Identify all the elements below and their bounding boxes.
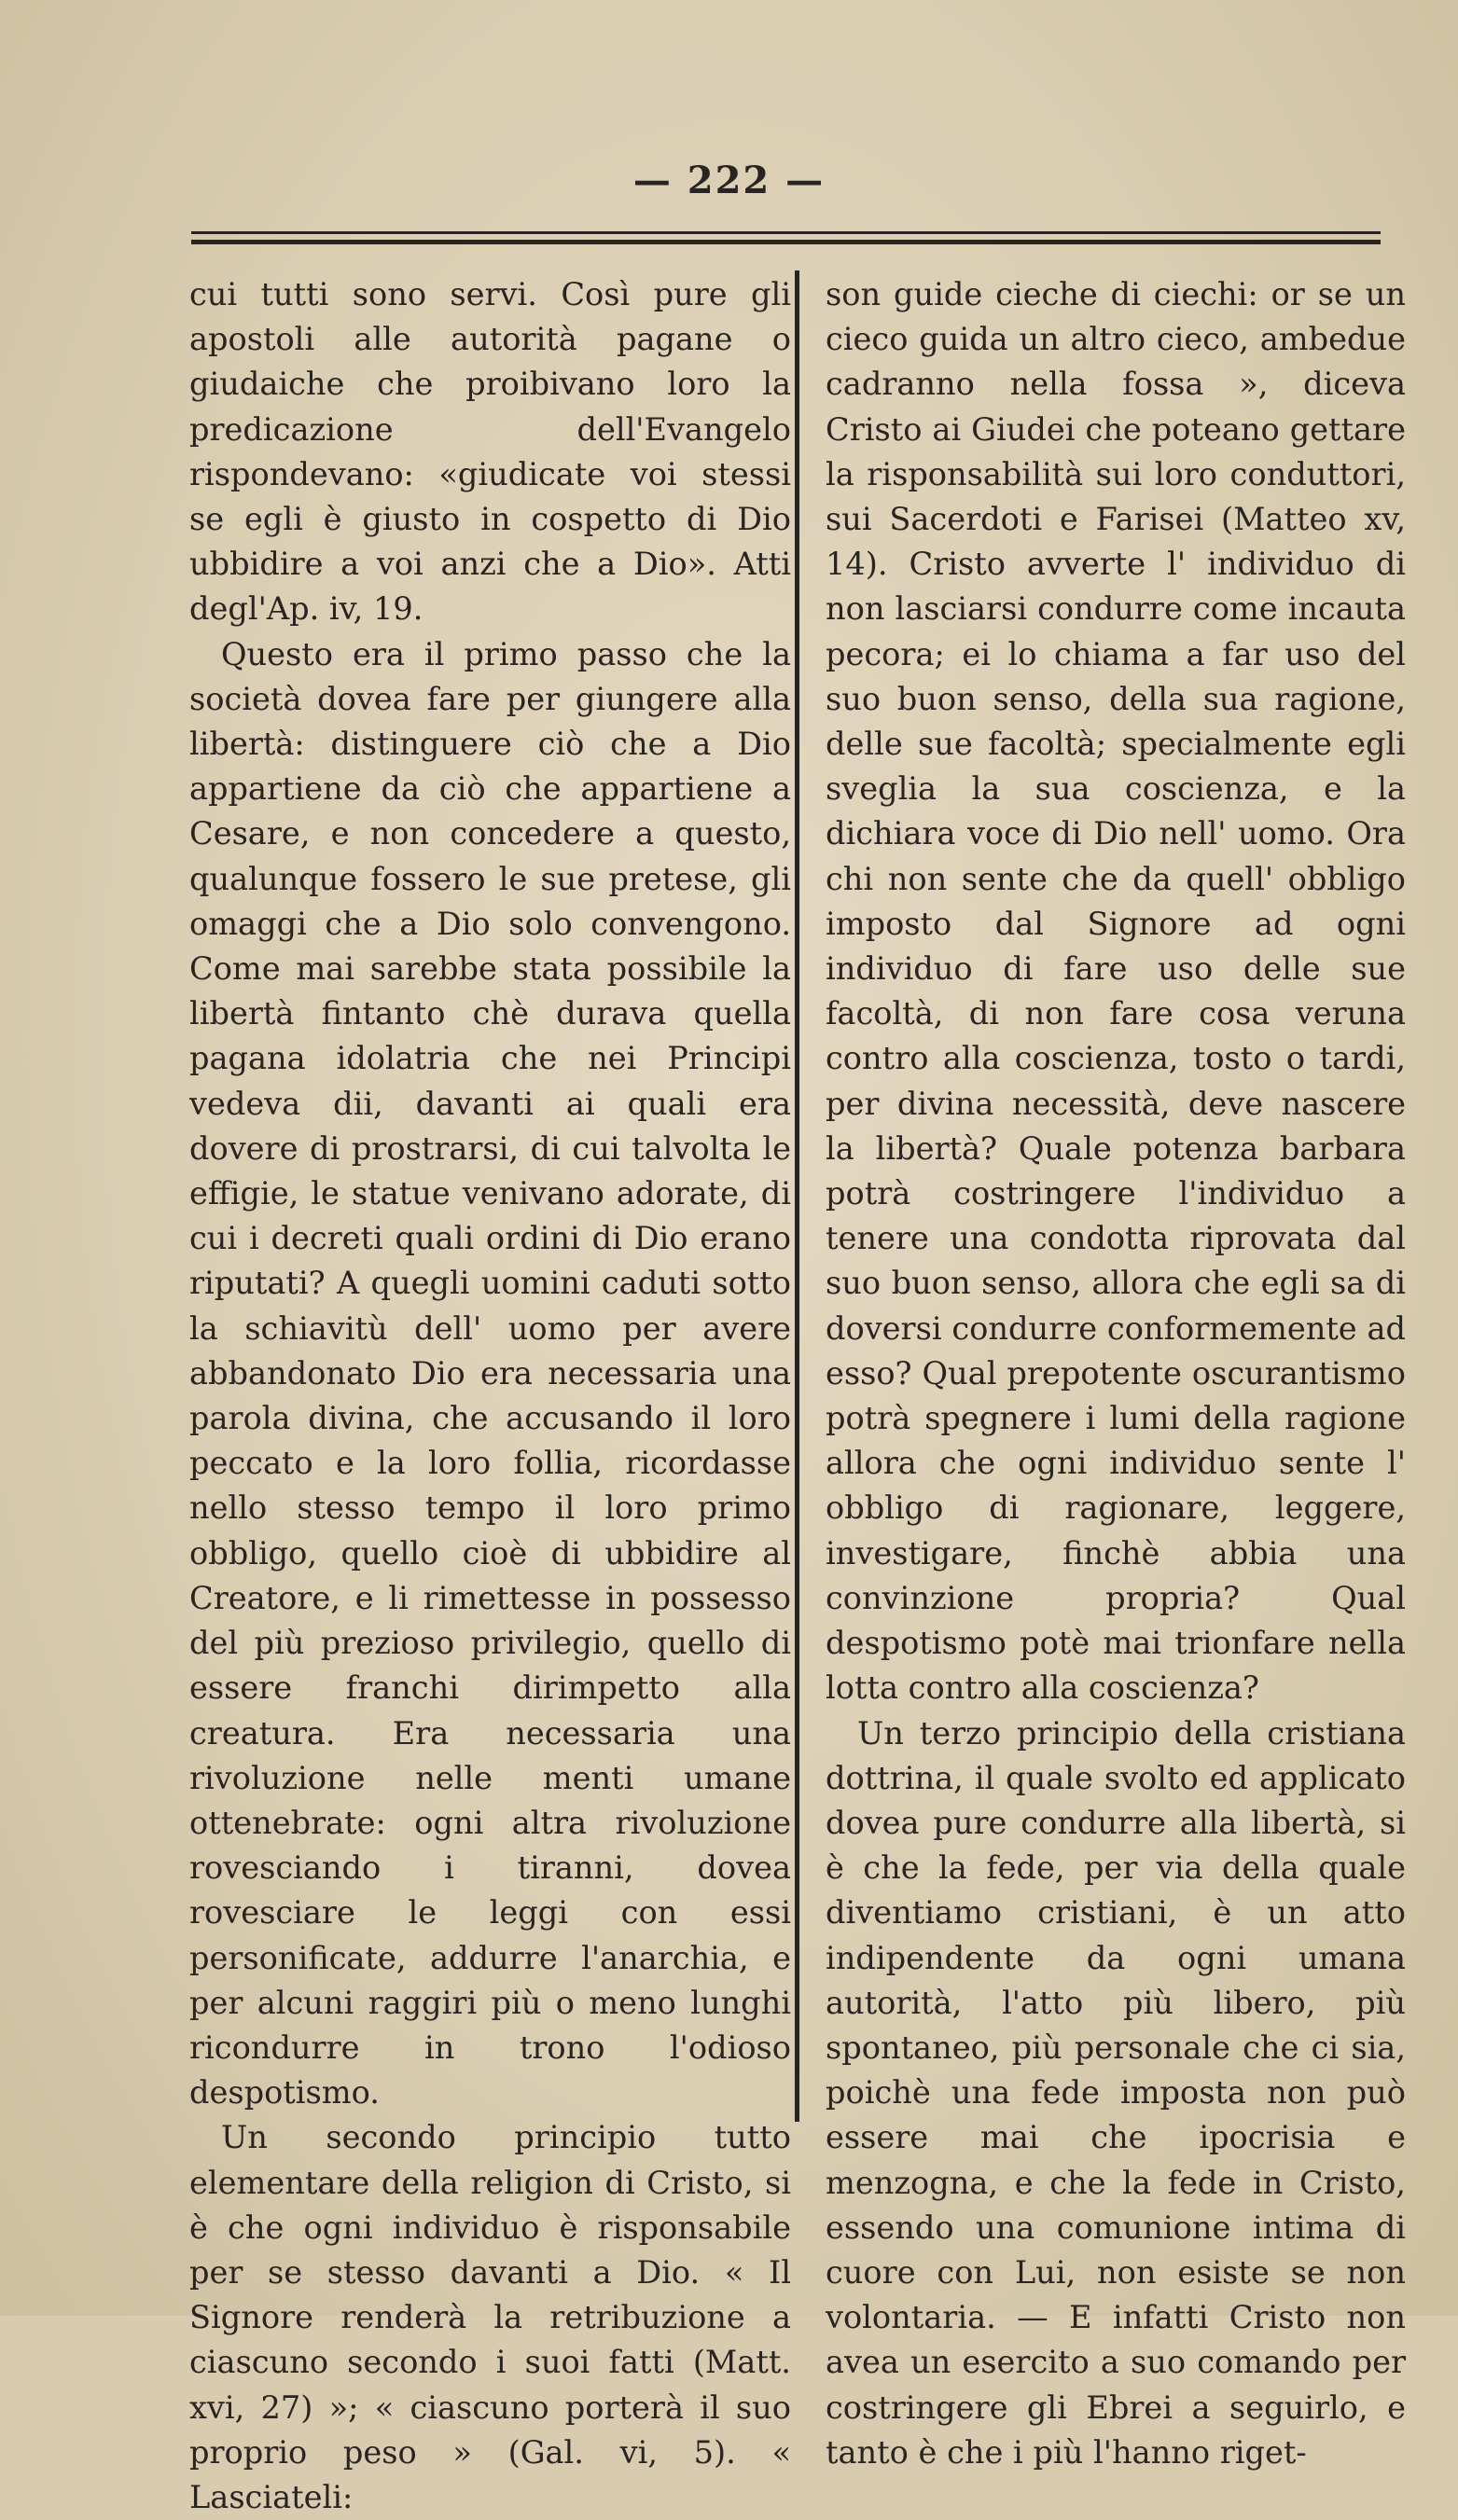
paragraph: cui tutti sono servi. Così pure gli apostoli alle autorità pagane o giudaiche che proibivano loro la predicazione dell'Evangelo rispondevano: «giudicate voi stessi se egli è giusto in cospetto di Dio ubbidire a voi anzi che a Dio». Atti degl'Ap. iv, 19. bbox=[189, 276, 791, 628]
page-number: — 222 — bbox=[632, 159, 826, 202]
right-column bbox=[826, 272, 1406, 2475]
paragraph: son guide cieche di ciechi: or se un cieco guida un altro cieco, ambedue cadranno nella fossa », diceva Cristo ai Giudei che poteano gettare la risponsabilità sui loro conduttori, sui Sacerdoti e Farisei (Matteo xv, 14). Cristo avverte l' individuo di non lasciarsi condurre come incauta pecora; ei lo chiama a far uso del suo buon senso, della sua ragione, delle sue facoltà; specialmente egli sveglia la sua coscienza, e la dichiara voce di Dio nell' uomo. Ora chi non sente che da quell' obbligo imposto dal Signore ad ogni individuo di fare uso delle sue facoltà, di non fare cosa veruna contro alla coscienza, tosto o tardi, per divina necessità, deve nascere la libertà? Quale potenza barbara potrà costringere l'individuo a tenere una condotta riprovata dal suo buon senso, allora che egli sa di doversi condurre conformemente ad esso? Qual prepotente oscurantismo potrà spegnere i lumi della ragione allora che ogni individuo sente l' obbligo di ragionare, leggere, investigare, finchè abbia una convinzione propria? Qual despotismo potè mai trionfare nella lotta contro alla coscienza? bbox=[826, 276, 1406, 1707]
header-rule bbox=[191, 231, 1381, 244]
paragraph: Un terzo principio della cristiana dottrina, il quale svolto ed applicato dovea pure condurre alla libertà, si è che la fede, per via della quale diventiamo cristiani, è un atto indipendente da ogni umana autorità, l'atto più libero, più spontaneo, più personale che ci sia, poichè una fede imposta non può essere mai che ipocrisia e menzogna, e che la fede in Cristo, essendo una comunione intima di cuore con Lui, non esiste se non volontaria. — E infatti Cristo non avea un esercito a suo comando per costringere gli Ebrei a seguirlo, e tanto è che i più l'hanno riget- bbox=[826, 1714, 1406, 2471]
paragraph: Questo era il primo passo che la società dovea fare per giungere alla libertà: distinguere ciò che a Dio appartiene da ciò che appartiene a Cesare, e non concedere a questo, qualunque fossero le sue pretese, gli omaggi che a Dio solo convengono. Come mai sarebbe stata possibile la libertà fintanto chè durava quella pagana idolatria che nei Principi vedeva dii, davanti ai quali era dovere di prostrarsi, di cui talvolta le effigie, le statue venivano adorate, di cui i decreti quali ordini di Dio erano riputati? A quegli uomini caduti sotto la schiavitù dell' uomo per avere abbandonato Dio era necessaria una parola divina, che accusando il loro peccato e la loro follia, ricordasse nello stesso tempo il loro primo obbligo, quello cioè di ubbidire al Creatore, e li rimettesse in possesso del più prezioso privilegio, quello di essere franchi dirimpetto alla creatura. Era necessaria una rivoluzione nelle menti umane ottenebrate: ogni altra rivoluzione rovesciando i tiranni, dovea rovesciare le leggi con essi personificate, addurre l'anarchia, e per alcuni raggiri più o meno lunghi ricondurre in trono l'odioso despotismo. bbox=[189, 635, 791, 2112]
paragraph: Un secondo principio tutto elementare della religion di Cristo, si è che ogni individuo è risponsabile per se stesso davanti a Dio. « Il Signore renderà la retribuzione a ciascuno secondo i suoi fatti (Matt. xvi, 27) »; « ciascuno porterà il suo proprio peso » (Gal. vi, 5). « Lasciateli: bbox=[189, 2119, 791, 2515]
left-column bbox=[189, 272, 791, 2520]
column-divider bbox=[795, 270, 799, 2122]
